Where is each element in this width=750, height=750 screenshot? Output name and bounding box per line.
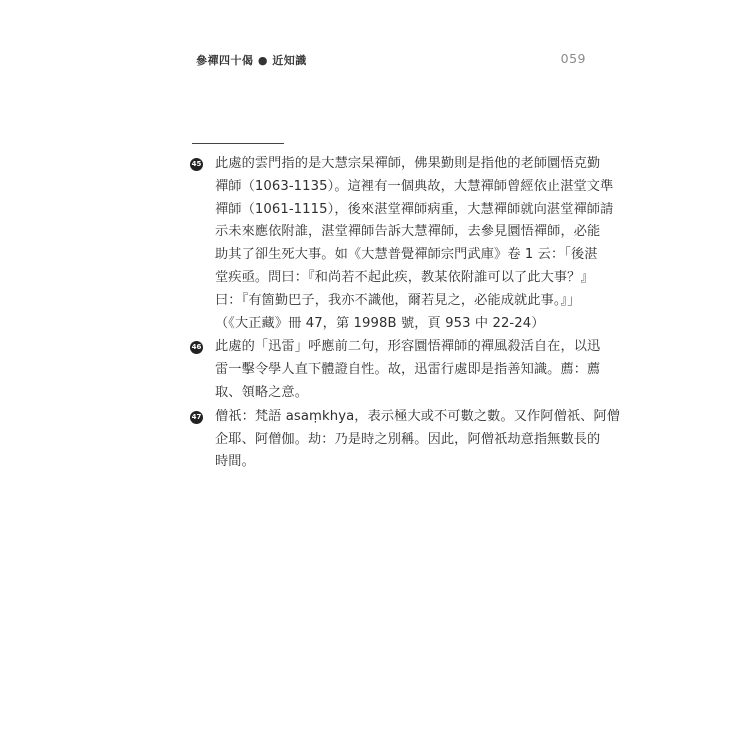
footnote-text-line: 企耶、阿僧伽。劫：乃是時之別稱。因此，阿僧祇劫意指無數長的	[215, 431, 601, 447]
footnote-text-line: 示未來應依附誰，湛堂禪師告訴大慧禪師，去參見圜悟禪師，必能	[215, 224, 601, 240]
running-header	[196, 52, 588, 72]
footnote-46	[190, 336, 601, 404]
footnote-text-line: （《大正藏》冊 47，第 1998B 號，頁 953 中 22-24）	[215, 315, 545, 331]
footnote-text-line: 此處的雲門指的是大慧宗杲禪師，佛果勤則是指他的老師圜悟克勤	[215, 156, 601, 171]
running-head-title: 參禪四十偈 ● 近知識	[196, 54, 307, 67]
footnote-number-badge: 46	[190, 341, 203, 354]
footnote-47	[190, 406, 621, 474]
footnote-text-line: 雷一擊令學人直下體證自性。故，迅雷行處即是指善知識。薦：薦	[215, 362, 601, 378]
footnote-text-line: 禪師（1061-1115），後來湛堂禪師病重，大慧禪師就向湛堂禪師請	[215, 201, 614, 217]
footnote-text-line: 僧祇：梵語 asaṃkhya，表示極大或不可數之數。又作阿僧祇、阿僧	[215, 408, 621, 424]
footnote-text-line: 曰：『有箇勤巴子，我亦不識他，爾若見之，必能成就此事。』」	[215, 292, 581, 308]
footnote-text-line: 堂疾亟。問曰：『和尚若不起此疾，教某依附誰可以了此大事？』	[215, 269, 594, 285]
footnote-number-badge: 47	[190, 411, 203, 424]
page-number: 059	[560, 51, 586, 66]
footnote-text-line: 禪師（1063-1135）。這裡有一個典故，大慧禪師曾經依止湛堂文準	[215, 178, 614, 194]
footnote-45	[190, 153, 614, 335]
footnote-text-line: 取、領略之意。	[215, 384, 309, 400]
footnote-text-line: 此處的「迅雷」呼應前二句，形容圜悟禪師的禪風殺活自在，以迅	[215, 339, 601, 355]
footnote-text-line: 助其了卻生死大事。如《大慧普覺禪師宗門武庫》卷 1 云：「後湛	[215, 247, 598, 263]
footnote-separator-rule	[192, 143, 284, 144]
footnotes	[190, 153, 621, 475]
footnote-number-badge: 45	[190, 158, 203, 171]
footnote-text-line: 時間。	[215, 454, 255, 470]
